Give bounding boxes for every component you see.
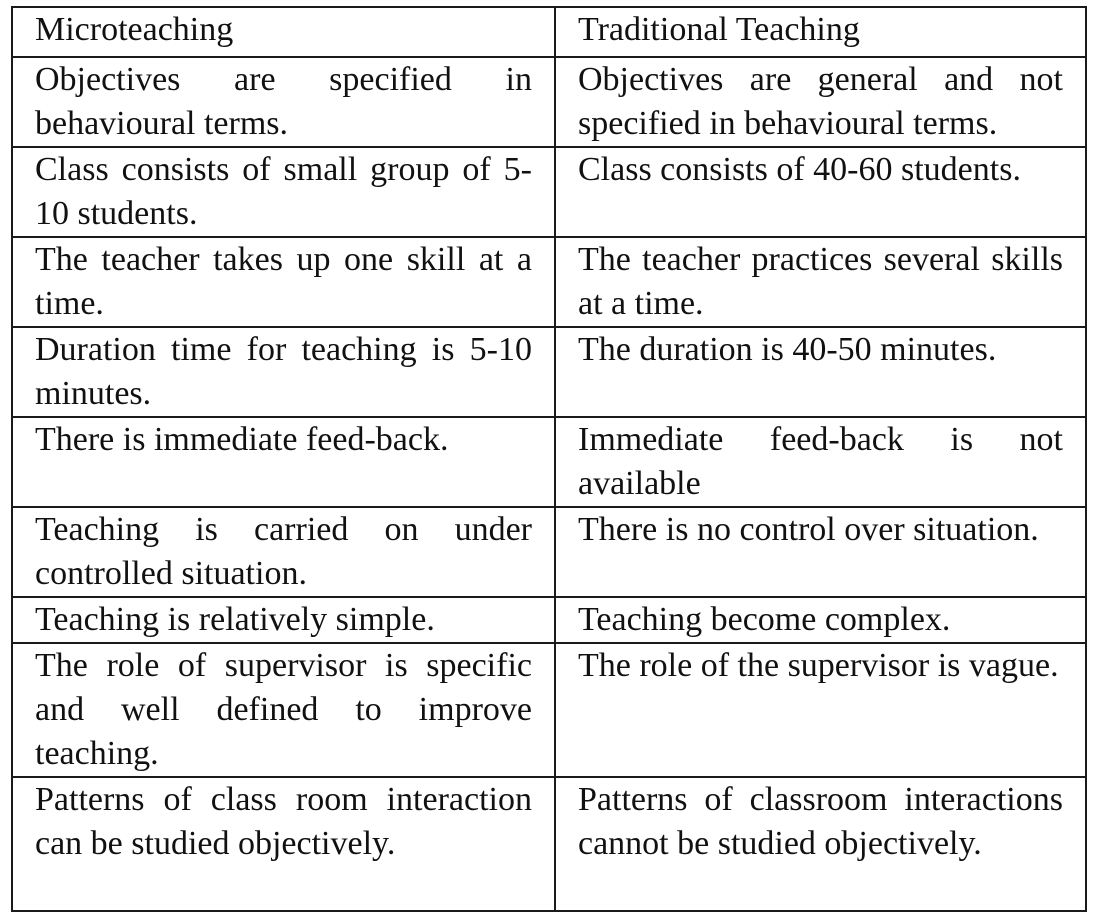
- header-microteaching: Microteaching: [12, 7, 555, 57]
- table-row: [12, 147, 1086, 237]
- table-cell: Teaching is carried on under controlled situation.: [12, 507, 555, 597]
- table-cell: Teaching become complex.: [555, 597, 1086, 643]
- table-cell: There is immediate feed-back.: [12, 417, 555, 507]
- table-cell: The duration is 40-50 minutes.: [555, 327, 1086, 417]
- table-cell: Patterns of class room interaction can be studied objectively.: [12, 777, 555, 911]
- table-row: [12, 777, 1086, 911]
- table-cell: Class consists of 40-60 students.: [555, 147, 1086, 237]
- table-cell: Patterns of classroom interactions cannot be studied objectively.: [555, 777, 1086, 911]
- table-row: [12, 643, 1086, 777]
- table-cell: Immediate feed-back is not available: [555, 417, 1086, 507]
- table-row: [12, 327, 1086, 417]
- table-cell: The role of supervisor is specific and well defined to improve teaching.: [12, 643, 555, 777]
- table-row: [12, 237, 1086, 327]
- table-cell: There is no control over situation.: [555, 507, 1086, 597]
- table-row: [12, 507, 1086, 597]
- table-row: [12, 57, 1086, 147]
- header-traditional-teaching: Traditional Teaching: [555, 7, 1086, 57]
- table-row: [12, 417, 1086, 507]
- table-row: [12, 597, 1086, 643]
- table-cell: Teaching is relatively simple.: [12, 597, 555, 643]
- table-cell: Objectives are general and not specified in behavioural terms.: [555, 57, 1086, 147]
- table-cell: The teacher takes up one skill at a time.: [12, 237, 555, 327]
- comparison-table: [11, 6, 1087, 912]
- table-header-row: [12, 7, 1086, 57]
- table-cell: Class consists of small group of 5-10 students.: [12, 147, 555, 237]
- table-cell: Objectives are specified in behavioural terms.: [12, 57, 555, 147]
- table-cell: The teacher practices several skills at a time.: [555, 237, 1086, 327]
- table-cell: The role of the supervisor is vague.: [555, 643, 1086, 777]
- table-cell: Duration time for teaching is 5-10 minutes.: [12, 327, 555, 417]
